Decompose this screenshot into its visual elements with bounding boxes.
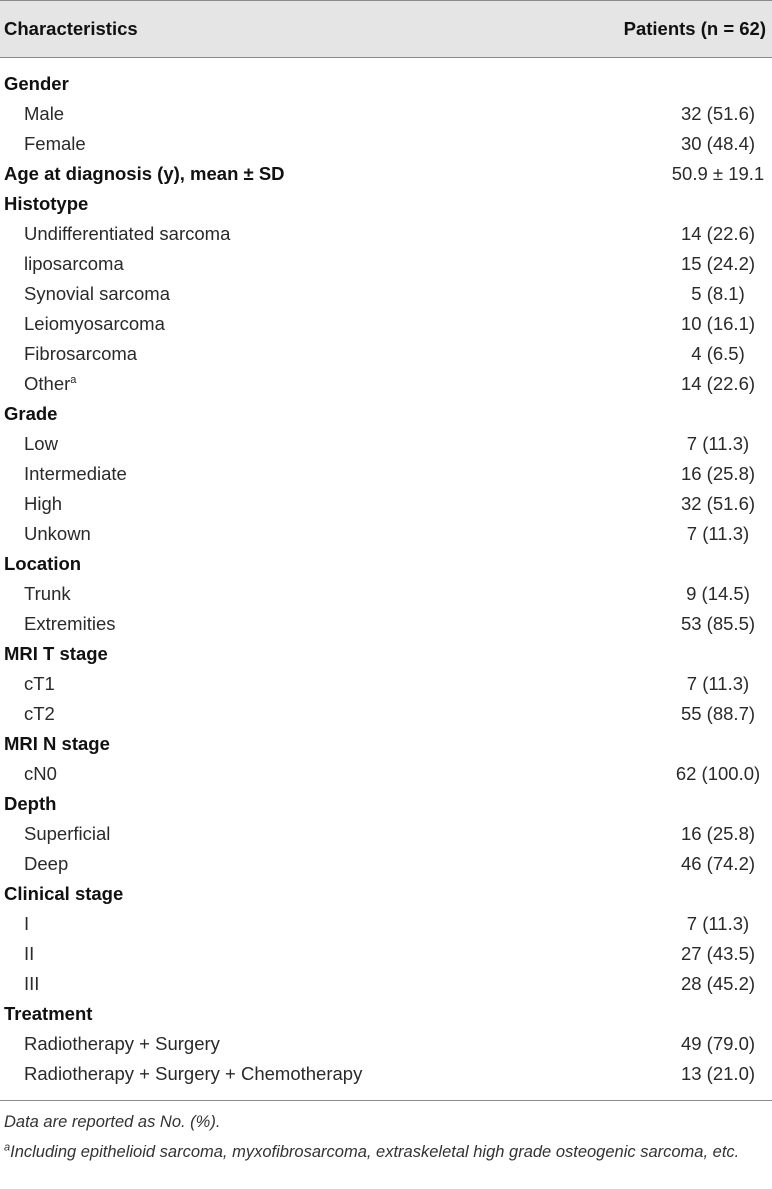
footnote-data-note: Data are reported as No. (%).	[4, 1113, 221, 1131]
section-row	[0, 549, 772, 579]
row-value: 9 (14.5)	[686, 583, 750, 604]
label-text: Depth	[4, 793, 57, 814]
row-value: 16 (25.8)	[680, 463, 756, 484]
label-text: Unkown	[24, 523, 91, 544]
label-text: Trunk	[24, 583, 71, 604]
table-row	[0, 579, 772, 609]
header-patients: Patients (n = 62)	[623, 18, 766, 39]
row-label	[0, 343, 492, 365]
row-value: 49 (79.0)	[680, 1033, 756, 1054]
row-value: 14 (22.6)	[680, 223, 756, 244]
table-row	[0, 669, 772, 699]
label-text: Undifferentiated sarcoma	[24, 223, 231, 244]
table-row	[0, 1029, 772, 1059]
row-label	[0, 703, 492, 725]
row-value: 32 (51.6)	[680, 103, 756, 124]
row-value: 27 (43.5)	[680, 943, 756, 964]
label-text: MRI T stage	[4, 643, 108, 664]
row-label	[0, 223, 492, 245]
table-row	[0, 759, 772, 789]
table-row	[0, 699, 772, 729]
row-value: 14 (22.6)	[680, 373, 756, 394]
header-characteristics: Characteristics	[4, 18, 138, 39]
label-text: Gender	[4, 73, 69, 94]
label-text: Deep	[24, 853, 69, 874]
row-value: 62 (100.0)	[675, 763, 761, 784]
section-label	[0, 403, 492, 425]
row-value: 15 (24.2)	[680, 253, 756, 274]
section-row	[0, 189, 772, 219]
label-text: cT1	[24, 673, 55, 694]
row-label	[0, 253, 492, 275]
row-value: 16 (25.8)	[680, 823, 756, 844]
section-label	[0, 643, 492, 665]
row-label	[0, 433, 492, 455]
section-row	[0, 729, 772, 759]
table-row	[0, 459, 772, 489]
label-text: Grade	[4, 403, 58, 424]
label-text: II	[24, 943, 35, 964]
row-label	[0, 613, 492, 635]
row-label	[0, 853, 492, 875]
label-text: Histotype	[4, 193, 89, 214]
table-row	[0, 279, 772, 309]
row-value: 30 (48.4)	[680, 133, 756, 154]
table-row	[0, 129, 772, 159]
row-value: 7 (11.3)	[686, 433, 750, 454]
label-text: Age at diagnosis (y), mean ± SD	[4, 163, 285, 184]
section-label	[0, 883, 492, 905]
table-row	[0, 99, 772, 129]
section-label	[0, 163, 492, 185]
section-label	[0, 193, 492, 215]
section-label	[0, 793, 492, 815]
row-label	[0, 763, 492, 785]
row-value: 13 (21.0)	[680, 1063, 756, 1084]
label-text: Radiotherapy + Surgery	[24, 1033, 220, 1054]
table-row	[0, 219, 772, 249]
row-label	[0, 1033, 492, 1055]
row-value: 55 (88.7)	[680, 703, 756, 724]
label-text: Treatment	[4, 1003, 93, 1024]
label-text: cN0	[24, 763, 57, 784]
label-text: Clinical stage	[4, 883, 124, 904]
section-label	[0, 73, 492, 95]
label-text: liposarcoma	[24, 253, 124, 274]
row-label	[0, 973, 492, 995]
label-text: High	[24, 493, 63, 514]
table-row	[0, 249, 772, 279]
row-label	[0, 523, 492, 545]
row-label	[0, 1063, 492, 1085]
row-value: 5 (8.1)	[691, 283, 745, 304]
row-label	[0, 313, 492, 335]
row-value: 46 (74.2)	[680, 853, 756, 874]
label-text: cT2	[24, 703, 55, 724]
label-text: Radiotherapy + Surgery + Chemotherapy	[24, 1063, 363, 1084]
section-row	[0, 639, 772, 669]
section-row	[0, 999, 772, 1029]
label-text: Female	[24, 133, 86, 154]
row-value: 50.9 ± 19.1	[671, 163, 765, 184]
section-label	[0, 1003, 492, 1025]
label-text: Extremities	[24, 613, 116, 634]
table-row	[0, 819, 772, 849]
row-value: 4 (6.5)	[691, 343, 745, 364]
table-row	[0, 309, 772, 339]
row-label	[0, 133, 492, 155]
row-value: 10 (16.1)	[680, 313, 756, 334]
section-row	[0, 879, 772, 909]
row-label	[0, 103, 492, 125]
label-text: I	[24, 913, 30, 934]
table-row	[0, 519, 772, 549]
footnote-other-note	[4, 1137, 768, 1167]
row-label	[0, 823, 492, 845]
label-text: Fibrosarcoma	[24, 343, 138, 364]
footnote-marker: a	[70, 373, 77, 386]
row-label	[0, 493, 492, 515]
footnote-other-text: Including epithelioid sarcoma, myxofibrosarcoma, extraskeletal high grade osteogenic sarcoma, etc.	[10, 1143, 740, 1161]
row-label	[0, 283, 492, 305]
section-label	[0, 733, 492, 755]
row-label	[0, 583, 492, 605]
row-label	[0, 373, 492, 395]
table-row	[0, 849, 772, 879]
label-text: Other	[24, 373, 71, 394]
table-row	[0, 489, 772, 519]
table-header-row	[0, 0, 772, 58]
label-text: Synovial sarcoma	[24, 283, 171, 304]
row-label	[0, 673, 492, 695]
row-label	[0, 913, 492, 935]
table-body	[0, 58, 772, 1089]
row-value: 32 (51.6)	[680, 493, 756, 514]
table-row	[0, 969, 772, 999]
table-footnotes	[0, 1101, 772, 1167]
label-text: Male	[24, 103, 65, 124]
section-row	[0, 69, 772, 99]
row-value: 28 (45.2)	[680, 973, 756, 994]
table-row	[0, 939, 772, 969]
row-value: 7 (11.3)	[686, 913, 750, 934]
table-row	[0, 909, 772, 939]
label-text: Intermediate	[24, 463, 127, 484]
row-value: 53 (85.5)	[680, 613, 756, 634]
section-row	[0, 789, 772, 819]
row-value: 7 (11.3)	[686, 523, 750, 544]
table-row	[0, 609, 772, 639]
label-text: Leiomyosarcoma	[24, 313, 165, 334]
label-text: Superficial	[24, 823, 111, 844]
table-row	[0, 369, 772, 399]
footnote-marker: a	[4, 1141, 11, 1154]
table-row	[0, 1059, 772, 1089]
row-label	[0, 463, 492, 485]
section-row	[0, 399, 772, 429]
table-row	[0, 339, 772, 369]
table-row	[0, 429, 772, 459]
label-text: Location	[4, 553, 82, 574]
label-text: III	[24, 973, 40, 994]
label-text: MRI N stage	[4, 733, 110, 754]
row-value: 7 (11.3)	[686, 673, 750, 694]
section-row	[0, 159, 772, 189]
label-text: Low	[24, 433, 58, 454]
row-label	[0, 943, 492, 965]
section-label	[0, 553, 492, 575]
